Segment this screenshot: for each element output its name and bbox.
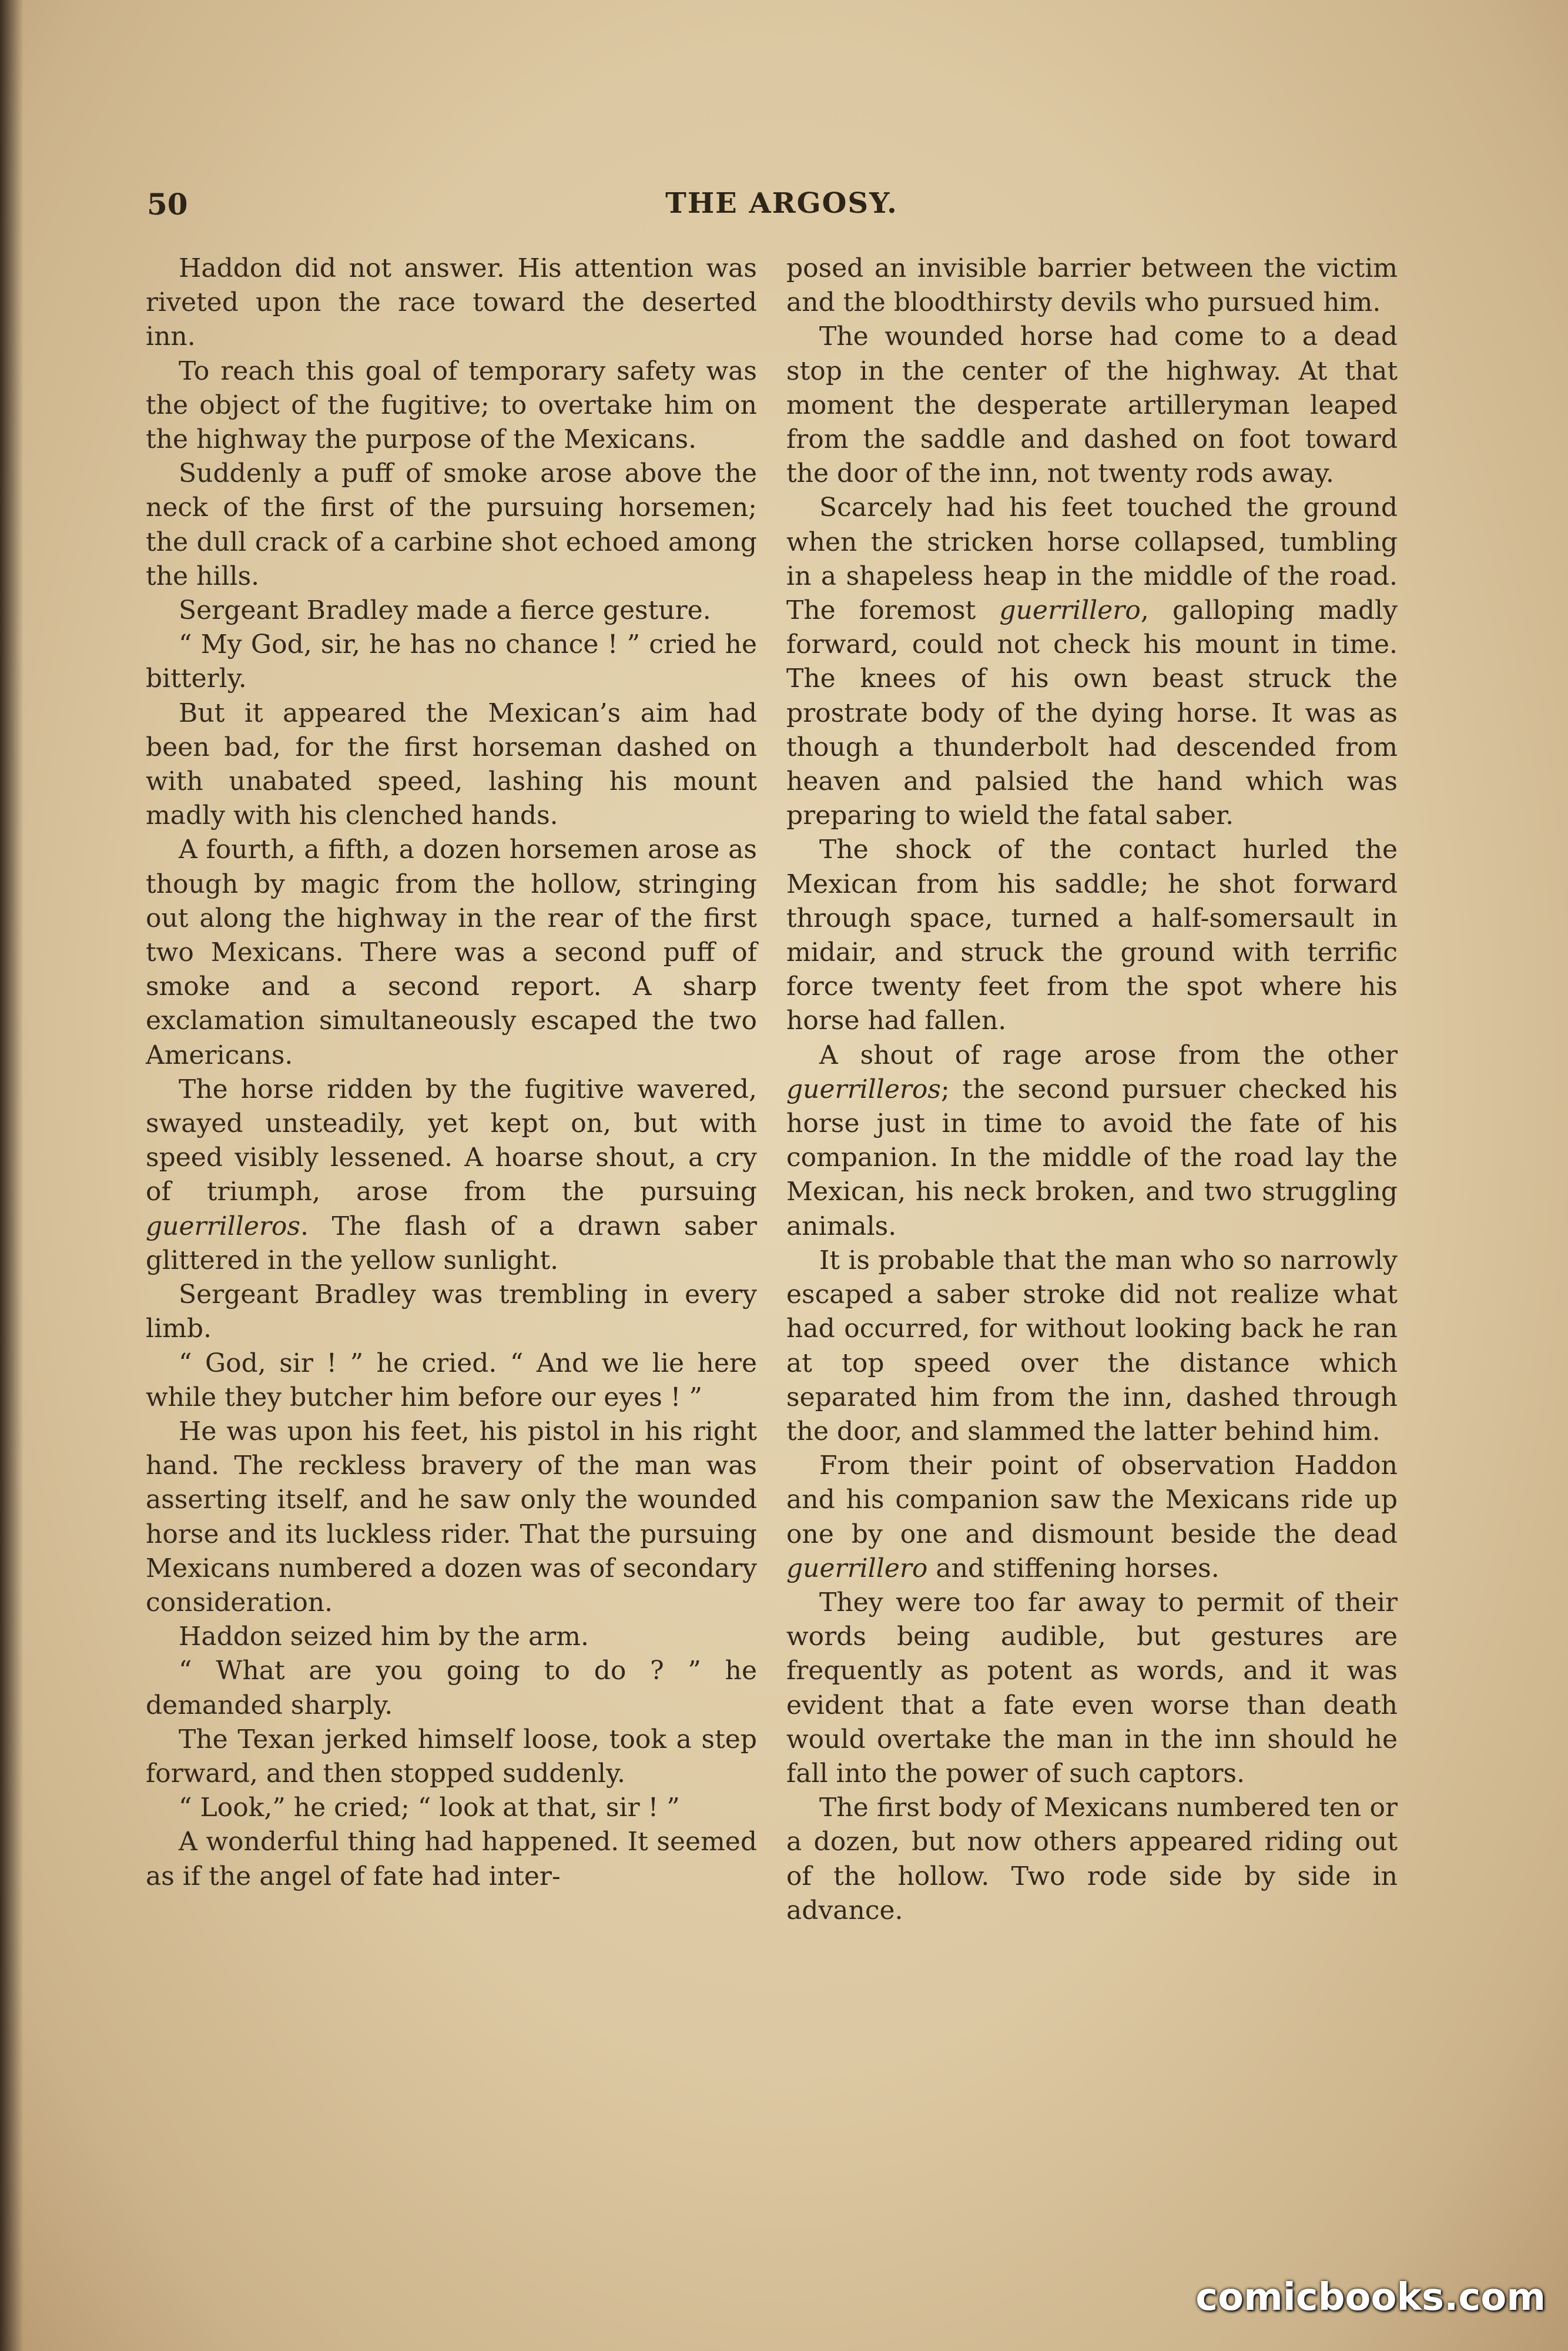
paragraph: Scarcely had his feet touched the ground when the stricken horse collapsed, tumbling in a shapeless heap in the middle of the road. The foremost guerrillero, galloping madly forward, could not check his mount in time. The knees of his own beast struck the prostrate body of the dying horse. It was as though a thunderbolt had descended from heaven and palsied the hand which was preparing to wield the fatal saber. [786, 493, 1398, 831]
paragraph: Sergeant Bradley made a fierce gesture. [179, 595, 711, 626]
paragraph: He was upon his feet, his pistol in his right hand. The reckless bravery of the man was asserting itself, and he saw only the wounded horse and its luckless rider. That the pursuing Mexicans numbered a dozen was of secondary consideration. [146, 1416, 757, 1617]
paragraph: “ What are you going to do ? ” he demanded sharply. [146, 1656, 757, 1720]
paragraph: “ My God, sir, he has no chance ! ” cried he bitterly. [146, 629, 757, 694]
paragraph: The Texan jerked himself loose, took a step forward, and then stopped suddenly. [146, 1724, 757, 1789]
paragraph: Haddon seized him by the arm. [179, 1622, 589, 1652]
paragraph: It is probable that the man who so narrowly escaped a saber stroke did not realize what had occurred, for without looking back he ran at top speed over the distance which separated him from the inn, dashed through the door, and slammed the latter behind him. [786, 1245, 1398, 1446]
page-number: 50 [147, 187, 188, 222]
paragraph: Sergeant Bradley was trembling in every limb. [146, 1280, 757, 1344]
left-column [146, 252, 757, 1894]
watermark: comicbooks.com [1195, 2276, 1546, 2319]
paragraph: “ Look,” he cried; “ look at that, sir ! ” [179, 1793, 680, 1823]
paragraph: They were too far away to permit of their words being audible, but gestures are frequently as potent as words, and it was evident that a fate even worse than death would overtake the man in the inn should he fall into the power of such captors. [786, 1587, 1398, 1789]
paragraph: But it appeared the Mexican’s aim had been bad, for the first horseman dashed on with unabated speed, lashing his mount madly with his clenched hands. [146, 698, 757, 831]
running-title: THE ARGOSY. [665, 187, 898, 220]
paragraph: posed an invisible barrier between the victim and the bloodthirsty devils who pursued him. [786, 253, 1398, 318]
paragraph: The horse ridden by the fugitive wavered, swayed unsteadily, yet kept on, but with speed visibly lessened. A hoarse shout, a cry of triumph, arose from the pursuing guerrilleros. The flash of a drawn saber glittered in the yellow sunlight. [146, 1074, 757, 1275]
paragraph: The wounded horse had come to a dead stop in the center of the highway. At that moment the desperate artilleryman leaped from the saddle and dashed on foot toward the door of the inn, not twenty rods away. [786, 321, 1398, 489]
right-column [786, 252, 1398, 1928]
italic-term: guerrillero [999, 595, 1141, 626]
paragraph: A shout of rage arose from the other guerrilleros; the second pursuer checked his horse just in time to avoid the fate of his companion. In the middle of the road lay the Mexican, his neck broken, and two struggling animals. [786, 1040, 1398, 1241]
paragraph: To reach this goal of temporary safety was the object of the fugitive; to overtake him on the highway the purpose of the Mexicans. [146, 356, 757, 455]
page-header [147, 187, 1416, 234]
italic-term: guerrilleros [146, 1211, 300, 1241]
paragraph: The shock of the contact hurled the Mexican from his saddle; he shot forward through space, turned a half-somersault in midair, and struck the ground with terrific force twenty feet from the spot where his horse had fallen. [786, 835, 1398, 1036]
italic-term: guerrilleros [786, 1074, 941, 1104]
paragraph: From their point of observation Haddon and his companion saw the Mexicans ride up one by one and dismount beside the dead guerrillero and stiffening horses. [786, 1451, 1398, 1583]
paragraph: A fourth, a fifth, a dozen horsemen arose as though by magic from the hollow, stringing out along the highway in the rear of the first two Mexicans. There was a second puff of smoke and a second report. A sharp exclamation simultaneously escaped the two Americans. [146, 835, 757, 1070]
paragraph: The first body of Mexicans numbered ten or a dozen, but now others appeared riding out of the hollow. Two rode side by side in advance. [786, 1793, 1398, 1925]
paragraph: A wonderful thing had happened. It seemed as if the angel of fate had inter- [146, 1827, 757, 1891]
paragraph: Haddon did not answer. His attention was riveted upon the race toward the deserted inn. [146, 253, 757, 352]
paragraph: “ God, sir ! ” he cried. “ And we lie here while they butcher him before our eyes ! ” [146, 1348, 757, 1412]
italic-term: guerrillero [786, 1553, 928, 1583]
paragraph: Suddenly a puff of smoke arose above the neck of the first of the pursuing horsemen; the dull crack of a carbine shot echoed among the hills. [146, 458, 757, 591]
